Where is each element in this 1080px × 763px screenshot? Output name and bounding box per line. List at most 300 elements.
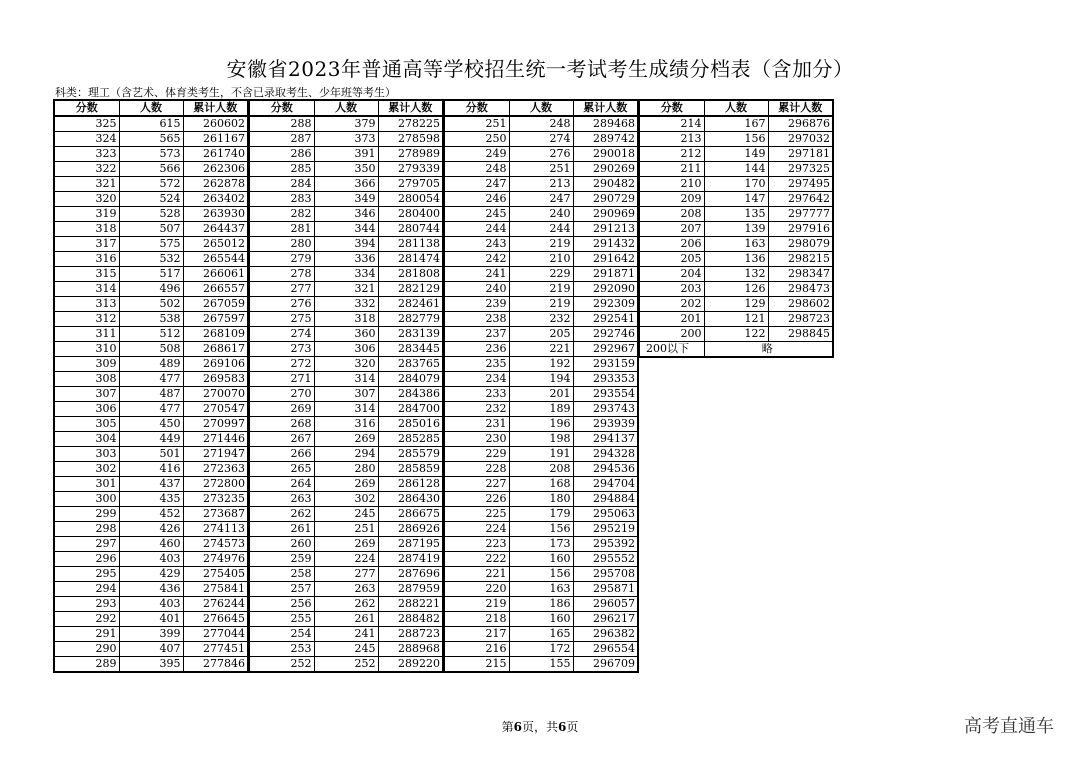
cell-count: 501 <box>119 447 183 462</box>
cell-score: 267 <box>249 432 314 447</box>
table-row <box>444 447 638 462</box>
cell-cumulative: 290482 <box>573 177 638 192</box>
table-row <box>639 192 833 207</box>
cell-cumulative: 293353 <box>573 372 638 387</box>
cell-count: 155 <box>509 657 573 673</box>
cell-count: 334 <box>314 267 378 282</box>
cell-count: 189 <box>509 402 573 417</box>
table-row <box>54 222 248 237</box>
cell-cumulative: 283445 <box>378 342 443 357</box>
cell-score: 252 <box>249 657 314 673</box>
cell-count: 160 <box>509 552 573 567</box>
table-row <box>249 327 443 342</box>
cell-cumulative: 285016 <box>378 417 443 432</box>
table-row <box>249 567 443 582</box>
table-row <box>249 657 443 673</box>
watermark-text: 高考直通车 <box>964 716 1054 737</box>
table-row <box>54 327 248 342</box>
cell-score: 241 <box>444 267 509 282</box>
cell-count: 167 <box>704 116 768 132</box>
table-row <box>249 282 443 297</box>
cell-count: 394 <box>314 237 378 252</box>
cell-count: 436 <box>119 582 183 597</box>
cell-cumulative: 274113 <box>183 522 248 537</box>
cell-cumulative: 280400 <box>378 207 443 222</box>
table-row <box>639 147 833 162</box>
cell-cumulative: 268109 <box>183 327 248 342</box>
cell-score: 269 <box>249 402 314 417</box>
cell-cumulative: 291871 <box>573 267 638 282</box>
cell-count: 144 <box>704 162 768 177</box>
table-row <box>444 402 638 417</box>
cell-cumulative: 287959 <box>378 582 443 597</box>
cell-cumulative: 274573 <box>183 537 248 552</box>
cell-score: 288 <box>249 116 314 132</box>
cell-cumulative: 265544 <box>183 252 248 267</box>
cell-cumulative: 268617 <box>183 342 248 357</box>
cell-score: 256 <box>249 597 314 612</box>
cell-count: 156 <box>704 132 768 147</box>
table-row <box>444 492 638 507</box>
table-row <box>249 432 443 447</box>
cell-cumulative: 279339 <box>378 162 443 177</box>
cell-score: 315 <box>54 267 119 282</box>
cell-count: 173 <box>509 537 573 552</box>
cell-cumulative: 292309 <box>573 297 638 312</box>
cell-count: 403 <box>119 552 183 567</box>
cell-cumulative: 270997 <box>183 417 248 432</box>
cell-cumulative: 288482 <box>378 612 443 627</box>
cell-count: 276 <box>509 147 573 162</box>
cell-cumulative: 297642 <box>768 192 833 207</box>
cell-score: 271 <box>249 372 314 387</box>
cell-score: 254 <box>249 627 314 642</box>
cell-cumulative: 296057 <box>573 597 638 612</box>
cell-score: 268 <box>249 417 314 432</box>
cell-count: 274 <box>509 132 573 147</box>
cell-cumulative: 296382 <box>573 627 638 642</box>
table-row <box>54 116 248 132</box>
cell-count: 524 <box>119 192 183 207</box>
cell-score: 205 <box>639 252 704 267</box>
cell-score: 300 <box>54 492 119 507</box>
cell-cumulative: 260602 <box>183 116 248 132</box>
cell-count: 307 <box>314 387 378 402</box>
cell-count: 452 <box>119 507 183 522</box>
table-row <box>249 372 443 387</box>
cell-cumulative: 266557 <box>183 282 248 297</box>
cell-count: 508 <box>119 342 183 357</box>
cell-score: 302 <box>54 462 119 477</box>
table-row <box>639 177 833 192</box>
cell-score: 261 <box>249 522 314 537</box>
cell-score: 275 <box>249 312 314 327</box>
cell-count: 450 <box>119 417 183 432</box>
cell-count: 219 <box>509 297 573 312</box>
cell-cumulative: 280744 <box>378 222 443 237</box>
cell-score: 264 <box>249 477 314 492</box>
cell-cumulative: 298473 <box>768 282 833 297</box>
cell-cumulative: 296709 <box>573 657 638 673</box>
score-table-4 <box>638 99 834 358</box>
cell-count: 126 <box>704 282 768 297</box>
pager-total: 6 <box>558 720 567 734</box>
table-row <box>54 507 248 522</box>
cell-cumulative: 296554 <box>573 642 638 657</box>
cell-score: 317 <box>54 237 119 252</box>
table-row <box>54 477 248 492</box>
table-row <box>249 477 443 492</box>
cell-cumulative: 279705 <box>378 177 443 192</box>
cell-cumulative: 264437 <box>183 222 248 237</box>
cell-count: 507 <box>119 222 183 237</box>
table-row <box>54 132 248 147</box>
table-row <box>54 657 248 673</box>
subject-line: 科类：理工（含艺术、体育类考生，不含已录取考生、少年班等考生） <box>55 86 396 99</box>
cell-score: 266 <box>249 447 314 462</box>
cell-cumulative: 282779 <box>378 312 443 327</box>
cell-count: 172 <box>509 642 573 657</box>
table-row <box>444 177 638 192</box>
cell-cumulative: 296876 <box>768 116 833 132</box>
cell-cumulative: 277044 <box>183 627 248 642</box>
table-row <box>249 597 443 612</box>
table-row <box>54 162 248 177</box>
table-row <box>444 477 638 492</box>
cell-count: 407 <box>119 642 183 657</box>
pager-middle: 页，共 <box>521 720 558 734</box>
below-200-note: 略 <box>704 342 833 358</box>
cell-cumulative: 290729 <box>573 192 638 207</box>
cell-score: 215 <box>444 657 509 673</box>
cell-count: 277 <box>314 567 378 582</box>
table-row <box>54 582 248 597</box>
cell-score: 325 <box>54 116 119 132</box>
cell-count: 168 <box>509 477 573 492</box>
table-row <box>54 252 248 267</box>
cell-score: 270 <box>249 387 314 402</box>
cell-score: 285 <box>249 162 314 177</box>
cell-count: 346 <box>314 207 378 222</box>
cell-count: 528 <box>119 207 183 222</box>
cell-count: 314 <box>314 372 378 387</box>
cell-score: 206 <box>639 237 704 252</box>
cell-count: 191 <box>509 447 573 462</box>
cell-cumulative: 288968 <box>378 642 443 657</box>
cell-score: 228 <box>444 462 509 477</box>
cell-count: 135 <box>704 207 768 222</box>
cell-score: 283 <box>249 192 314 207</box>
table-row <box>444 162 638 177</box>
table-row <box>639 132 833 147</box>
cell-cumulative: 285285 <box>378 432 443 447</box>
table-row <box>444 657 638 673</box>
cell-count: 512 <box>119 327 183 342</box>
cell-score: 281 <box>249 222 314 237</box>
cell-cumulative: 293743 <box>573 402 638 417</box>
table-row <box>54 627 248 642</box>
below-200-label: 200以下 <box>639 342 704 358</box>
cell-cumulative: 295063 <box>573 507 638 522</box>
table-row <box>444 327 638 342</box>
cell-count: 224 <box>314 552 378 567</box>
cell-cumulative: 275841 <box>183 582 248 597</box>
cell-score: 243 <box>444 237 509 252</box>
table-row <box>54 282 248 297</box>
cell-score: 259 <box>249 552 314 567</box>
cell-score: 212 <box>639 147 704 162</box>
table-row <box>639 312 833 327</box>
table-row <box>54 267 248 282</box>
cell-count: 487 <box>119 387 183 402</box>
table-row <box>249 582 443 597</box>
table-row <box>249 537 443 552</box>
cell-cumulative: 267059 <box>183 297 248 312</box>
cell-score: 290 <box>54 642 119 657</box>
table-row <box>249 507 443 522</box>
cell-score: 242 <box>444 252 509 267</box>
cell-count: 156 <box>509 522 573 537</box>
cell-count: 477 <box>119 372 183 387</box>
cell-cumulative: 292541 <box>573 312 638 327</box>
table-row <box>54 432 248 447</box>
cell-cumulative: 292967 <box>573 342 638 357</box>
table-row <box>54 147 248 162</box>
header-score: 分数 <box>249 100 314 116</box>
cell-cumulative: 263402 <box>183 192 248 207</box>
cell-score: 322 <box>54 162 119 177</box>
cell-cumulative: 297916 <box>768 222 833 237</box>
cell-count: 163 <box>509 582 573 597</box>
cell-cumulative: 298723 <box>768 312 833 327</box>
cell-count: 399 <box>119 627 183 642</box>
header-cumulative: 累计人数 <box>378 100 443 116</box>
cell-score: 262 <box>249 507 314 522</box>
table-row <box>444 387 638 402</box>
cell-count: 489 <box>119 357 183 372</box>
cell-count: 149 <box>704 147 768 162</box>
cell-score: 224 <box>444 522 509 537</box>
cell-cumulative: 277451 <box>183 642 248 657</box>
table-row <box>249 297 443 312</box>
cell-score: 232 <box>444 402 509 417</box>
table-row <box>444 462 638 477</box>
cell-score: 323 <box>54 147 119 162</box>
cell-count: 572 <box>119 177 183 192</box>
table-row <box>444 612 638 627</box>
header-count: 人数 <box>509 100 573 116</box>
table-row <box>249 387 443 402</box>
cell-count: 186 <box>509 597 573 612</box>
cell-cumulative: 290969 <box>573 207 638 222</box>
cell-count: 538 <box>119 312 183 327</box>
cell-cumulative: 290018 <box>573 147 638 162</box>
table-row <box>54 207 248 222</box>
cell-count: 302 <box>314 492 378 507</box>
cell-count: 460 <box>119 537 183 552</box>
cell-score: 294 <box>54 582 119 597</box>
cell-cumulative: 297495 <box>768 177 833 192</box>
cell-count: 252 <box>314 657 378 673</box>
table-row <box>639 162 833 177</box>
cell-count: 245 <box>314 507 378 522</box>
cell-count: 201 <box>509 387 573 402</box>
table-row <box>249 207 443 222</box>
cell-count: 429 <box>119 567 183 582</box>
cell-score: 292 <box>54 612 119 627</box>
header-score: 分数 <box>639 100 704 116</box>
cell-score: 204 <box>639 267 704 282</box>
cell-cumulative: 298079 <box>768 237 833 252</box>
table-row <box>249 492 443 507</box>
cell-count: 449 <box>119 432 183 447</box>
cell-cumulative: 284700 <box>378 402 443 417</box>
cell-cumulative: 287195 <box>378 537 443 552</box>
cell-cumulative: 267597 <box>183 312 248 327</box>
cell-score: 272 <box>249 357 314 372</box>
table-row <box>639 327 833 342</box>
cell-count: 136 <box>704 252 768 267</box>
cell-cumulative: 281474 <box>378 252 443 267</box>
cell-count: 241 <box>314 627 378 642</box>
cell-score: 284 <box>249 177 314 192</box>
cell-score: 265 <box>249 462 314 477</box>
cell-count: 232 <box>509 312 573 327</box>
cell-cumulative: 287696 <box>378 567 443 582</box>
cell-cumulative: 297777 <box>768 207 833 222</box>
table-row <box>249 237 443 252</box>
header-count: 人数 <box>704 100 768 116</box>
cell-score: 238 <box>444 312 509 327</box>
table-row <box>249 192 443 207</box>
cell-count: 426 <box>119 522 183 537</box>
table-row <box>444 116 638 132</box>
cell-score: 305 <box>54 417 119 432</box>
cell-count: 416 <box>119 462 183 477</box>
cell-count: 160 <box>509 612 573 627</box>
cell-score: 231 <box>444 417 509 432</box>
score-table-3 <box>443 99 639 673</box>
table-row <box>249 447 443 462</box>
table-row <box>249 552 443 567</box>
cell-count: 263 <box>314 582 378 597</box>
cell-count: 366 <box>314 177 378 192</box>
table-row <box>249 222 443 237</box>
cell-score: 249 <box>444 147 509 162</box>
cell-cumulative: 285859 <box>378 462 443 477</box>
cell-score: 306 <box>54 402 119 417</box>
table-row <box>54 537 248 552</box>
table-row <box>54 387 248 402</box>
header-cumulative: 累计人数 <box>573 100 638 116</box>
cell-cumulative: 293159 <box>573 357 638 372</box>
table-row <box>444 372 638 387</box>
cell-score: 257 <box>249 582 314 597</box>
cell-score: 301 <box>54 477 119 492</box>
cell-score: 208 <box>639 207 704 222</box>
cell-count: 247 <box>509 192 573 207</box>
cell-score: 313 <box>54 297 119 312</box>
cell-count: 156 <box>509 567 573 582</box>
cell-count: 379 <box>314 116 378 132</box>
cell-count: 122 <box>704 327 768 342</box>
cell-cumulative: 262878 <box>183 177 248 192</box>
table-row <box>54 552 248 567</box>
table-row <box>54 567 248 582</box>
cell-cumulative: 288723 <box>378 627 443 642</box>
table-row <box>54 312 248 327</box>
cell-cumulative: 295708 <box>573 567 638 582</box>
cell-count: 477 <box>119 402 183 417</box>
cell-score: 324 <box>54 132 119 147</box>
cell-score: 251 <box>444 116 509 132</box>
cell-score: 202 <box>639 297 704 312</box>
cell-score: 253 <box>249 642 314 657</box>
cell-count: 251 <box>314 522 378 537</box>
table-row <box>249 267 443 282</box>
cell-cumulative: 296217 <box>573 612 638 627</box>
table-row <box>54 612 248 627</box>
cell-score: 278 <box>249 267 314 282</box>
table-row <box>444 237 638 252</box>
table-row <box>639 116 833 132</box>
cell-cumulative: 265012 <box>183 237 248 252</box>
cell-cumulative: 294536 <box>573 462 638 477</box>
table-row <box>444 597 638 612</box>
cell-cumulative: 273235 <box>183 492 248 507</box>
cell-count: 221 <box>509 342 573 357</box>
cell-count: 192 <box>509 357 573 372</box>
page-indicator <box>0 718 1080 735</box>
table-row <box>444 582 638 597</box>
cell-score: 277 <box>249 282 314 297</box>
cell-count: 280 <box>314 462 378 477</box>
cell-count: 517 <box>119 267 183 282</box>
cell-cumulative: 286675 <box>378 507 443 522</box>
table-row <box>249 132 443 147</box>
cell-score: 216 <box>444 642 509 657</box>
table-row <box>249 162 443 177</box>
cell-score: 260 <box>249 537 314 552</box>
cell-score: 311 <box>54 327 119 342</box>
table-row <box>444 147 638 162</box>
cell-cumulative: 297325 <box>768 162 833 177</box>
cell-cumulative: 295552 <box>573 552 638 567</box>
table-row <box>639 297 833 312</box>
table-row <box>639 282 833 297</box>
cell-count: 573 <box>119 147 183 162</box>
header-score: 分数 <box>54 100 119 116</box>
cell-score: 223 <box>444 537 509 552</box>
table-row <box>639 237 833 252</box>
cell-cumulative: 292090 <box>573 282 638 297</box>
table-row <box>249 462 443 477</box>
cell-score: 236 <box>444 342 509 357</box>
cell-cumulative: 270547 <box>183 402 248 417</box>
cell-count: 306 <box>314 342 378 357</box>
cell-count: 344 <box>314 222 378 237</box>
cell-score: 299 <box>54 507 119 522</box>
cell-score: 304 <box>54 432 119 447</box>
cell-score: 209 <box>639 192 704 207</box>
pager-suffix: 页 <box>566 720 579 734</box>
cell-count: 349 <box>314 192 378 207</box>
cell-score: 220 <box>444 582 509 597</box>
cell-cumulative: 277846 <box>183 657 248 673</box>
cell-count: 261 <box>314 612 378 627</box>
cell-count: 196 <box>509 417 573 432</box>
cell-score: 239 <box>444 297 509 312</box>
